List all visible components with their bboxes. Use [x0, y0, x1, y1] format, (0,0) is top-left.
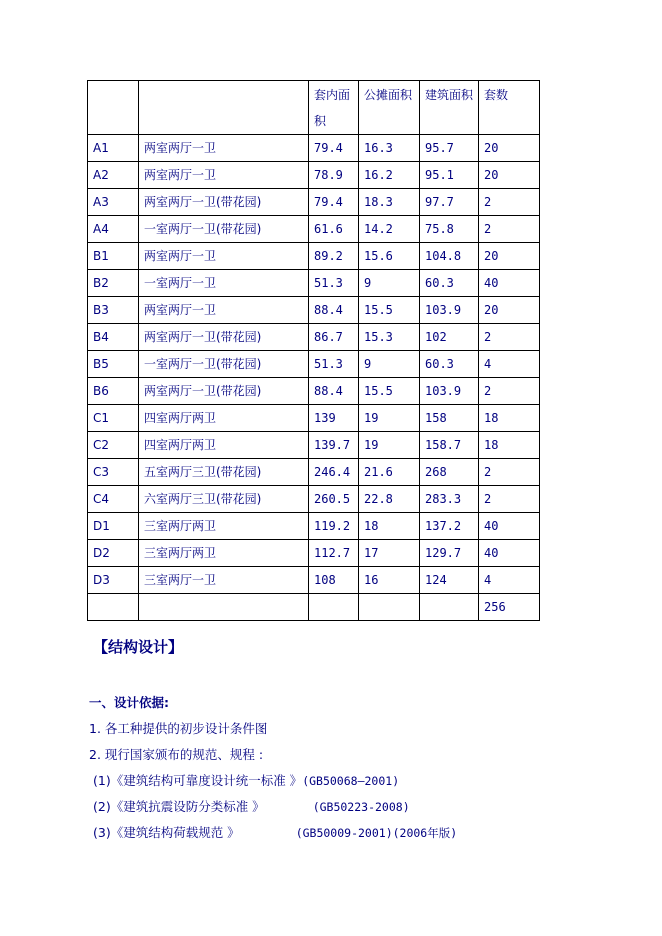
cell-shared-area: 16.3 [359, 135, 420, 162]
cell-shared-area: 16 [359, 567, 420, 594]
cell-unit-count: 20 [479, 243, 540, 270]
cell-unit-count: 4 [479, 567, 540, 594]
cell-inner-area: 79.4 [309, 135, 359, 162]
cell-unit-count: 18 [479, 405, 540, 432]
table-header-row [88, 81, 540, 135]
cell-gross-area [420, 594, 479, 621]
cell-inner-area [309, 594, 359, 621]
table-row [88, 567, 540, 594]
cell-inner-area: 51.3 [309, 351, 359, 378]
cell-unit-count: 20 [479, 162, 540, 189]
cell-gross-area: 95.7 [420, 135, 479, 162]
standard-item-1 [93, 771, 399, 789]
cell-code: D3 [88, 567, 139, 594]
header-type [139, 81, 309, 135]
cell-inner-area: 88.4 [309, 378, 359, 405]
standard-2-code: (GB50223-2008) [312, 800, 410, 814]
cell-inner-area: 139 [309, 405, 359, 432]
cell-type: 两室两厅一卫 [139, 162, 309, 189]
table-row [88, 432, 540, 459]
table-row [88, 378, 540, 405]
cell-inner-area: 89.2 [309, 243, 359, 270]
cell-type: 两室两厅一卫(带花园) [139, 378, 309, 405]
cell-gross-area: 102 [420, 324, 479, 351]
cell-code: D2 [88, 540, 139, 567]
table-row [88, 405, 540, 432]
cell-type: 一室两厅一卫 [139, 270, 309, 297]
cell-code: D1 [88, 513, 139, 540]
cell-unit-count: 40 [479, 513, 540, 540]
cell-unit-count: 40 [479, 540, 540, 567]
cell-inner-area: 51.3 [309, 270, 359, 297]
cell-unit-count: 2 [479, 459, 540, 486]
cell-shared-area: 14.2 [359, 216, 420, 243]
cell-code: B2 [88, 270, 139, 297]
cell-shared-area: 22.8 [359, 486, 420, 513]
cell-shared-area: 19 [359, 405, 420, 432]
cell-unit-count: 20 [479, 135, 540, 162]
table-row [88, 459, 540, 486]
cell-code: A1 [88, 135, 139, 162]
cell-type: 两室两厅一卫(带花园) [139, 189, 309, 216]
standard-item-2 [93, 797, 410, 815]
cell-inner-area: 246.4 [309, 459, 359, 486]
cell-shared-area: 19 [359, 432, 420, 459]
table-row [88, 243, 540, 270]
cell-code: B3 [88, 297, 139, 324]
cell-inner-area: 108 [309, 567, 359, 594]
cell-inner-area: 86.7 [309, 324, 359, 351]
cell-code: C4 [88, 486, 139, 513]
cell-type: 两室两厅一卫 [139, 297, 309, 324]
cell-gross-area: 158.7 [420, 432, 479, 459]
table-row [88, 540, 540, 567]
cell-unit-count: 256 [479, 594, 540, 621]
table-row [88, 486, 540, 513]
header-unit-count: 套数 [479, 81, 540, 135]
cell-shared-area: 18 [359, 513, 420, 540]
cell-gross-area: 103.9 [420, 297, 479, 324]
cell-shared-area: 17 [359, 540, 420, 567]
cell-code: A2 [88, 162, 139, 189]
cell-inner-area: 139.7 [309, 432, 359, 459]
cell-shared-area: 9 [359, 351, 420, 378]
cell-unit-count: 40 [479, 270, 540, 297]
cell-type: 六室两厅三卫(带花园) [139, 486, 309, 513]
table-row [88, 162, 540, 189]
cell-code: A4 [88, 216, 139, 243]
cell-gross-area: 60.3 [420, 351, 479, 378]
cell-type: 四室两厅两卫 [139, 405, 309, 432]
cell-type: 三室两厅两卫 [139, 513, 309, 540]
standard-3-code: (GB50009-2001)(2006年版) [295, 826, 458, 840]
standard-3-name: (3)《建筑结构荷载规范 》 [93, 825, 240, 840]
standard-1-code: (GB50068—2001) [302, 774, 400, 788]
cell-gross-area: 158 [420, 405, 479, 432]
table-row [88, 513, 540, 540]
cell-gross-area: 129.7 [420, 540, 479, 567]
cell-type: 两室两厅一卫 [139, 135, 309, 162]
cell-shared-area: 15.5 [359, 297, 420, 324]
cell-type: 三室两厅一卫 [139, 567, 309, 594]
table-row [88, 324, 540, 351]
cell-inner-area: 260.5 [309, 486, 359, 513]
cell-code: A3 [88, 189, 139, 216]
cell-code: C2 [88, 432, 139, 459]
cell-unit-count: 4 [479, 351, 540, 378]
table-row [88, 135, 540, 162]
cell-gross-area: 95.1 [420, 162, 479, 189]
basis-item-1: 1. 各工种提供的初步设计条件图 [89, 721, 268, 736]
cell-type: 三室两厅两卫 [139, 540, 309, 567]
table-row [88, 270, 540, 297]
cell-unit-count: 2 [479, 189, 540, 216]
table-body [88, 135, 540, 621]
cell-unit-count: 2 [479, 216, 540, 243]
cell-unit-count: 20 [479, 297, 540, 324]
cell-inner-area: 119.2 [309, 513, 359, 540]
table-total-row [88, 594, 540, 621]
cell-inner-area: 88.4 [309, 297, 359, 324]
cell-gross-area: 60.3 [420, 270, 479, 297]
table-row [88, 351, 540, 378]
cell-gross-area: 268 [420, 459, 479, 486]
header-gross-area: 建筑面积 [420, 81, 479, 135]
cell-unit-count: 18 [479, 432, 540, 459]
section-title: 【结构设计】 [93, 638, 184, 656]
cell-shared-area: 16.2 [359, 162, 420, 189]
cell-shared-area: 15.3 [359, 324, 420, 351]
cell-code: C1 [88, 405, 139, 432]
design-basis-heading: 一、设计依据: [89, 695, 169, 710]
cell-shared-area: 15.6 [359, 243, 420, 270]
cell-code: B1 [88, 243, 139, 270]
cell-type: 一室两厅一卫(带花园) [139, 216, 309, 243]
cell-shared-area [359, 594, 420, 621]
header-shared-area: 公摊面积 [359, 81, 420, 135]
cell-gross-area: 103.9 [420, 378, 479, 405]
standard-1-name: (1)《建筑结构可靠度设计统一标准 》 [93, 773, 303, 788]
cell-type: 两室两厅一卫(带花园) [139, 324, 309, 351]
cell-inner-area: 61.6 [309, 216, 359, 243]
cell-shared-area: 15.5 [359, 378, 420, 405]
cell-type: 五室两厅三卫(带花园) [139, 459, 309, 486]
cell-shared-area: 9 [359, 270, 420, 297]
cell-type: 四室两厅两卫 [139, 432, 309, 459]
cell-code: C3 [88, 459, 139, 486]
cell-inner-area: 79.4 [309, 189, 359, 216]
cell-inner-area: 112.7 [309, 540, 359, 567]
cell-inner-area: 78.9 [309, 162, 359, 189]
cell-unit-count: 2 [479, 378, 540, 405]
cell-gross-area: 104.8 [420, 243, 479, 270]
cell-code: B4 [88, 324, 139, 351]
cell-type: 一室两厅一卫(带花园) [139, 351, 309, 378]
cell-gross-area: 97.7 [420, 189, 479, 216]
table-row [88, 189, 540, 216]
cell-type [139, 594, 309, 621]
standard-2-name: (2)《建筑抗震设防分类标准 》 [93, 799, 265, 814]
cell-gross-area: 124 [420, 567, 479, 594]
header-code [88, 81, 139, 135]
cell-code: B5 [88, 351, 139, 378]
cell-shared-area: 18.3 [359, 189, 420, 216]
cell-gross-area: 283.3 [420, 486, 479, 513]
header-inner-area: 套内面积 [309, 81, 359, 135]
cell-type: 两室两厅一卫 [139, 243, 309, 270]
standard-item-3 [93, 823, 457, 841]
cell-shared-area: 21.6 [359, 459, 420, 486]
cell-gross-area: 137.2 [420, 513, 479, 540]
cell-code: B6 [88, 378, 139, 405]
unit-area-table [87, 80, 540, 621]
cell-unit-count: 2 [479, 324, 540, 351]
table-row [88, 297, 540, 324]
cell-gross-area: 75.8 [420, 216, 479, 243]
table-row [88, 216, 540, 243]
basis-item-2: 2. 现行国家颁布的规范、规程 : [89, 747, 264, 762]
cell-unit-count: 2 [479, 486, 540, 513]
cell-code [88, 594, 139, 621]
